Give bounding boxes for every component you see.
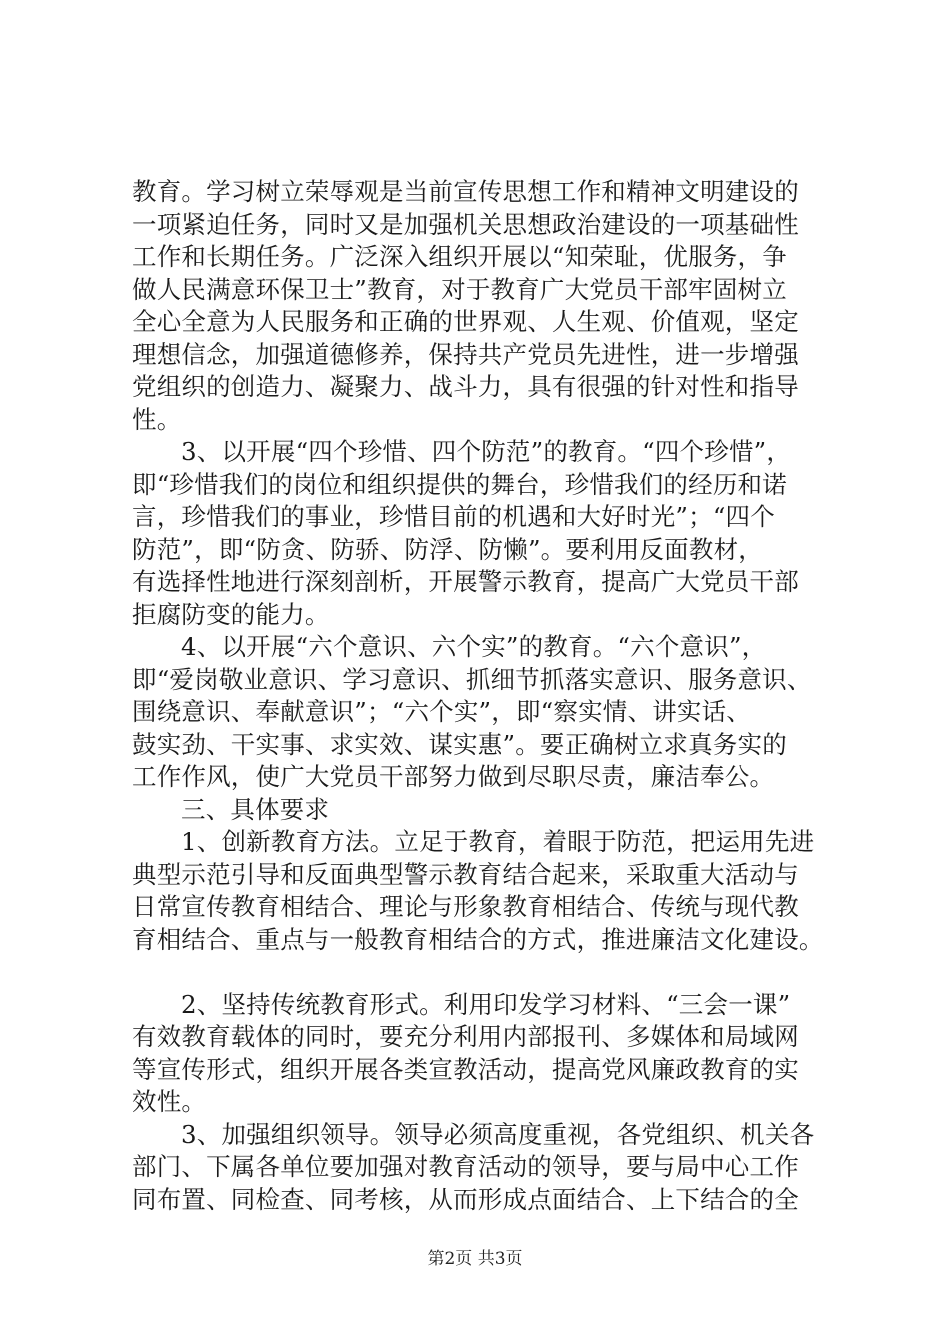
text-line: 党组织的创造力、凝聚力、战斗力，具有很强的针对性和指导 — [132, 372, 799, 401]
text-line: 一项紧迫任务，同时又是加强机关思想政治建设的一项基础性 — [132, 209, 799, 239]
text-line: 鼓实劲、干实事、求实效、谋实惠”。要正确树立求真务实的 — [132, 729, 787, 759]
text-line: 全心全意为人民服务和正确的世界观、人生观、价值观，坚定 — [132, 307, 799, 336]
text-line: 等宣传形式，组织开展各类宣教活动，提高党风廉政教育的实 — [132, 1054, 799, 1084]
text-line: 效性。 — [132, 1087, 207, 1116]
text-line: 部门、下属各单位要加强对教育活动的领导，要与局中心工作 — [132, 1152, 799, 1181]
text-line: 三、具体要求 — [181, 794, 330, 824]
text-line: 3、加强组织领导。领导必须高度重视，各党组织、机关各 — [181, 1119, 815, 1149]
text-line: 围绕意识、奉献意识”；“六个实”，即“察实情、讲实话、 — [132, 697, 751, 726]
text-line: 拒腐防变的能力。 — [132, 599, 330, 629]
text-line: 做人民满意环保卫士”教育，对于教育广大党员干部牢固树立 — [132, 274, 787, 304]
text-line: 工作作风，使广大党员干部努力做到尽职尽责，廉洁奉公。 — [132, 762, 775, 791]
text-line: 日常宣传教育相结合、理论与形象教育相结合、传统与现代教 — [132, 892, 799, 921]
text-line: 有效教育载体的同时，要充分利用内部报刊、多媒体和局域网 — [132, 1022, 799, 1051]
text-line: 性。 — [132, 404, 182, 434]
text-line: 防范”，即“防贪、防骄、防浮、防懒”。要利用反面教材， — [132, 534, 763, 564]
text-line: 同布置、同检查、同考核，从而形成点面结合、上下结合的全 — [132, 1184, 799, 1214]
text-line: 3、以开展“四个珍惜、四个防范”的教育。“四个珍惜”， — [181, 437, 792, 466]
text-line: 教育。学习树立荣辱观是当前宣传思想工作和精神文明建设的 — [132, 177, 799, 206]
text-line: 有选择性地进行深刻剖析，开展警示教育，提高广大党员干部 — [132, 567, 799, 596]
text-line: 言，珍惜我们的事业，珍惜目前的机遇和大好时光”；“四个 — [132, 502, 775, 531]
text-line: 1、创新教育方法。立足于教育，着眼于防范，把运用先进 — [181, 827, 815, 856]
text-line: 即“珍惜我们的岗位和组织提供的舞台，珍惜我们的经历和诺 — [132, 469, 787, 499]
text-line: 2、坚持传统教育形式。利用印发学习材料、“三会一课” — [181, 989, 791, 1019]
document-body — [132, 176, 832, 1216]
text-line: 4、以开展“六个意识、六个实”的教育。“六个意识”， — [181, 632, 767, 661]
text-line: 育相结合、重点与一般教育相结合的方式，推进廉洁文化建设。 — [132, 924, 824, 954]
page-footer: 第2页 共3页 — [427, 1249, 523, 1269]
text-line: 即“爱岗敬业意识、学习意识、抓细节抓落实意识、服务意识、 — [132, 664, 812, 694]
blank-line — [132, 956, 832, 989]
text-line: 理想信念，加强道德修养，保持共产党员先进性，进一步增强 — [132, 339, 799, 369]
text-line: 典型示范引导和反面典型警示教育结合起来，采取重大活动与 — [132, 859, 799, 889]
text-line: 工作和长期任务。广泛深入组织开展以“知荣耻，优服务，争 — [132, 242, 787, 271]
